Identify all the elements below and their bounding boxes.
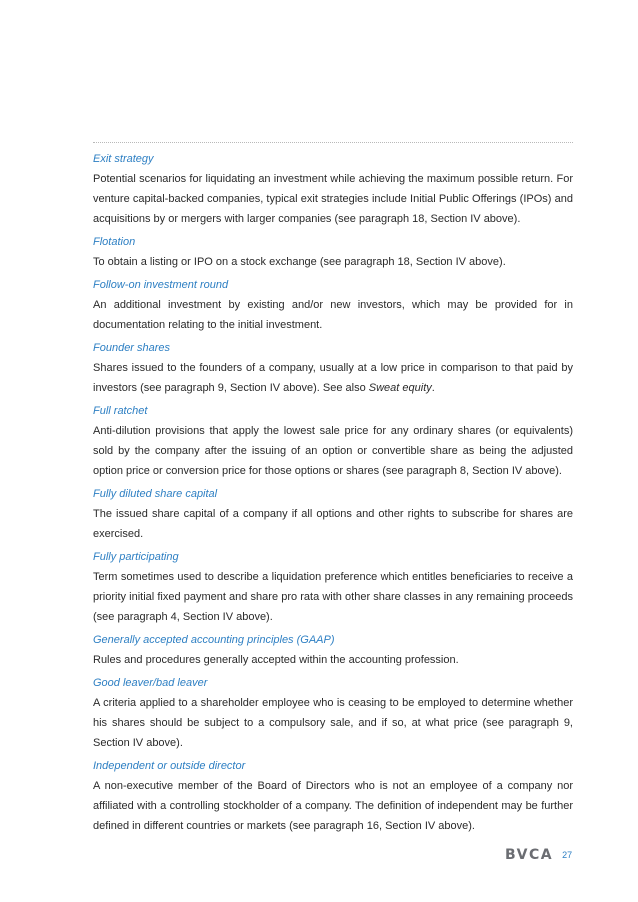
glossary-entry: [93, 404, 573, 481]
glossary-entry: [93, 278, 573, 335]
glossary-term: Founder shares: [93, 342, 171, 354]
glossary-entry: [93, 152, 573, 229]
glossary-entry: [93, 676, 573, 753]
glossary-term: Good leaver/bad leaver: [93, 677, 208, 689]
glossary-term: Fully participating: [93, 551, 179, 563]
glossary-definition: A non-executive member of the Board of Directors who is not an employee of a company nor affiliated with a controlling stockholder of a company. The definition of independent may be further defined in different countries or markets (see paragraph 16, Section IV above).: [93, 780, 573, 832]
glossary-definition: A criteria applied to a shareholder employee who is ceasing to be employed to determine whether his shares should be subject to a compulsory sale, and if so, at what price (see paragraph 9, Section IV above).: [93, 697, 573, 749]
glossary-entry: [93, 341, 573, 398]
glossary-term: Flotation: [93, 236, 136, 248]
glossary-entry: [93, 633, 573, 670]
glossary-term: Full ratchet: [93, 405, 148, 417]
page-footer: [505, 844, 572, 866]
glossary-term: Independent or outside director: [93, 760, 246, 772]
glossary: [93, 152, 573, 842]
top-divider: [93, 142, 573, 143]
glossary-entry: [93, 759, 573, 836]
glossary-term: Fully diluted share capital: [93, 488, 218, 500]
glossary-definition: [93, 358, 573, 398]
page-number: 27: [562, 850, 573, 860]
glossary-definition: Anti-dilution provisions that apply the lowest sale price for any ordinary shares (or equivalents) sold by the company after the issuing of an option or convertible share as being the adjusted option price or conversion price for those options or shares (see paragraph 8, Section IV above).: [93, 425, 573, 477]
definition-end: .: [431, 382, 435, 394]
glossary-term: Exit strategy: [93, 153, 154, 165]
glossary-entry: [93, 550, 573, 627]
glossary-term: Generally accepted accounting principles (GAAP): [93, 634, 335, 646]
bvca-logo: BVCA: [505, 847, 554, 863]
definition-text: Shares issued to the founders of a company, usually at a low price in comparison to that paid by investors (see paragraph 9, Section IV above). See also: [93, 362, 573, 394]
glossary-definition: Rules and procedures generally accepted within the accounting profession.: [93, 654, 459, 666]
glossary-definition: An additional investment by existing and/or new investors, which may be provided for in documentation relating to the initial investment.: [93, 299, 573, 331]
glossary-term: Follow-on investment round: [93, 279, 229, 291]
glossary-definition: To obtain a listing or IPO on a stock exchange (see paragraph 18, Section IV above).: [93, 256, 506, 268]
glossary-entry: [93, 235, 573, 272]
glossary-definition: Potential scenarios for liquidating an investment while achieving the maximum possible return. For venture capital-backed companies, typical exit strategies include Initial Public Offerings (IPOs) and acquisitions by or mergers with larger companies (see paragraph 18, Section IV above).: [93, 173, 573, 225]
glossary-definition: The issued share capital of a company if all options and other rights to subscribe for shares are exercised.: [93, 508, 573, 540]
cross-reference: Sweat equity: [368, 382, 432, 394]
glossary-entry: [93, 487, 573, 544]
glossary-definition: Term sometimes used to describe a liquidation preference which entitles beneficiaries to receive a priority initial fixed payment and share pro rata with other share classes in any remaining proceeds (see paragraph 4, Section IV above).: [93, 571, 573, 623]
